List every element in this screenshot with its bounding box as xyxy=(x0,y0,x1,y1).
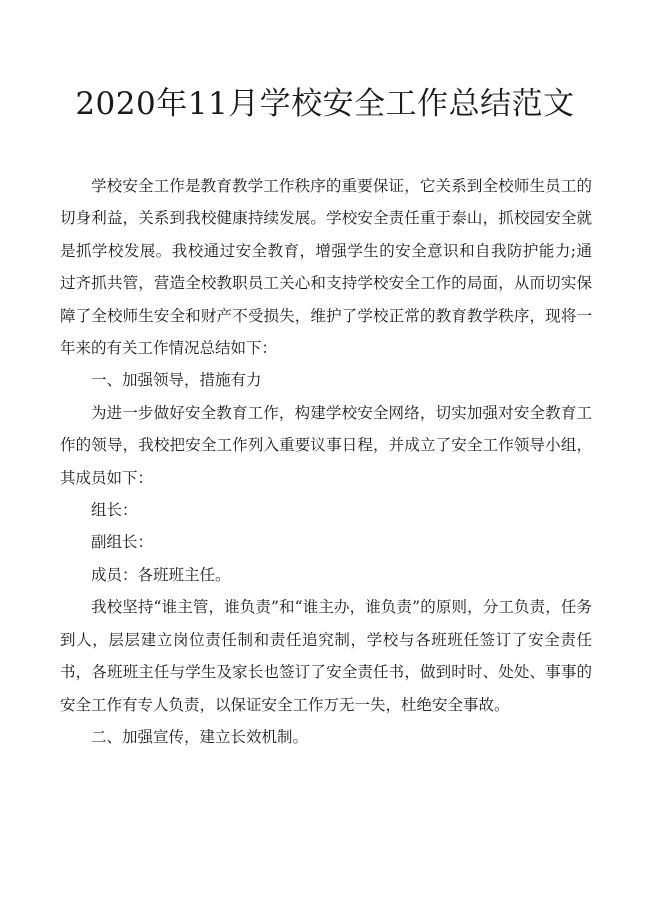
document-body xyxy=(60,170,592,753)
paragraph-deputy-leader: 副组长： xyxy=(91,533,154,552)
paragraph-responsibility: 我校坚持“谁主管，谁负责”和“谁主办，谁负责”的原则，分工负责，任务到人，层层建立岗位责任制和责任追究制，学校与各班班任签订了安全责任书，各班班主任与学生及家长也签订了安全责任书，做到时时、处处、事事的安全工作有专人负责，以保证安全工作万无一失，杜绝安全事故。 xyxy=(60,598,592,714)
paragraph-group-leader: 组长： xyxy=(91,501,138,520)
paragraph-leadership: 为进一步做好安全教育工作，构建学校安全网络，切实加强对安全教育工作的领导，我校把安全工作列入重要议事日程，并成立了安全工作领导小组，其成员如下： xyxy=(60,403,592,487)
paragraph-intro: 学校安全工作是教育教学工作秩序的重要保证，它关系到全校师生员工的切身利益，关系到我校健康持续发展。学校安全责任重于泰山，抓校园安全就是抓学校发展。我校通过安全教育，增强学生的安全意识和自我防护能力;通过齐抓共管，营造全校教职员工关心和支持学校安全工作的局面，从而切实保障了全校师生安全和财产不受损失，维护了学校正常的教育教学秩序，现将一年来的有关工作情况总结如下： xyxy=(60,177,592,358)
paragraph-members: 成员：各班班主任。 xyxy=(91,565,231,584)
document-title: 2020年11月学校安全工作总结范文 xyxy=(75,86,575,122)
section-heading-2: 二、加强宣传，建立长效机制。 xyxy=(91,727,309,746)
section-heading-1: 一、加强领导，措施有力 xyxy=(91,371,262,390)
